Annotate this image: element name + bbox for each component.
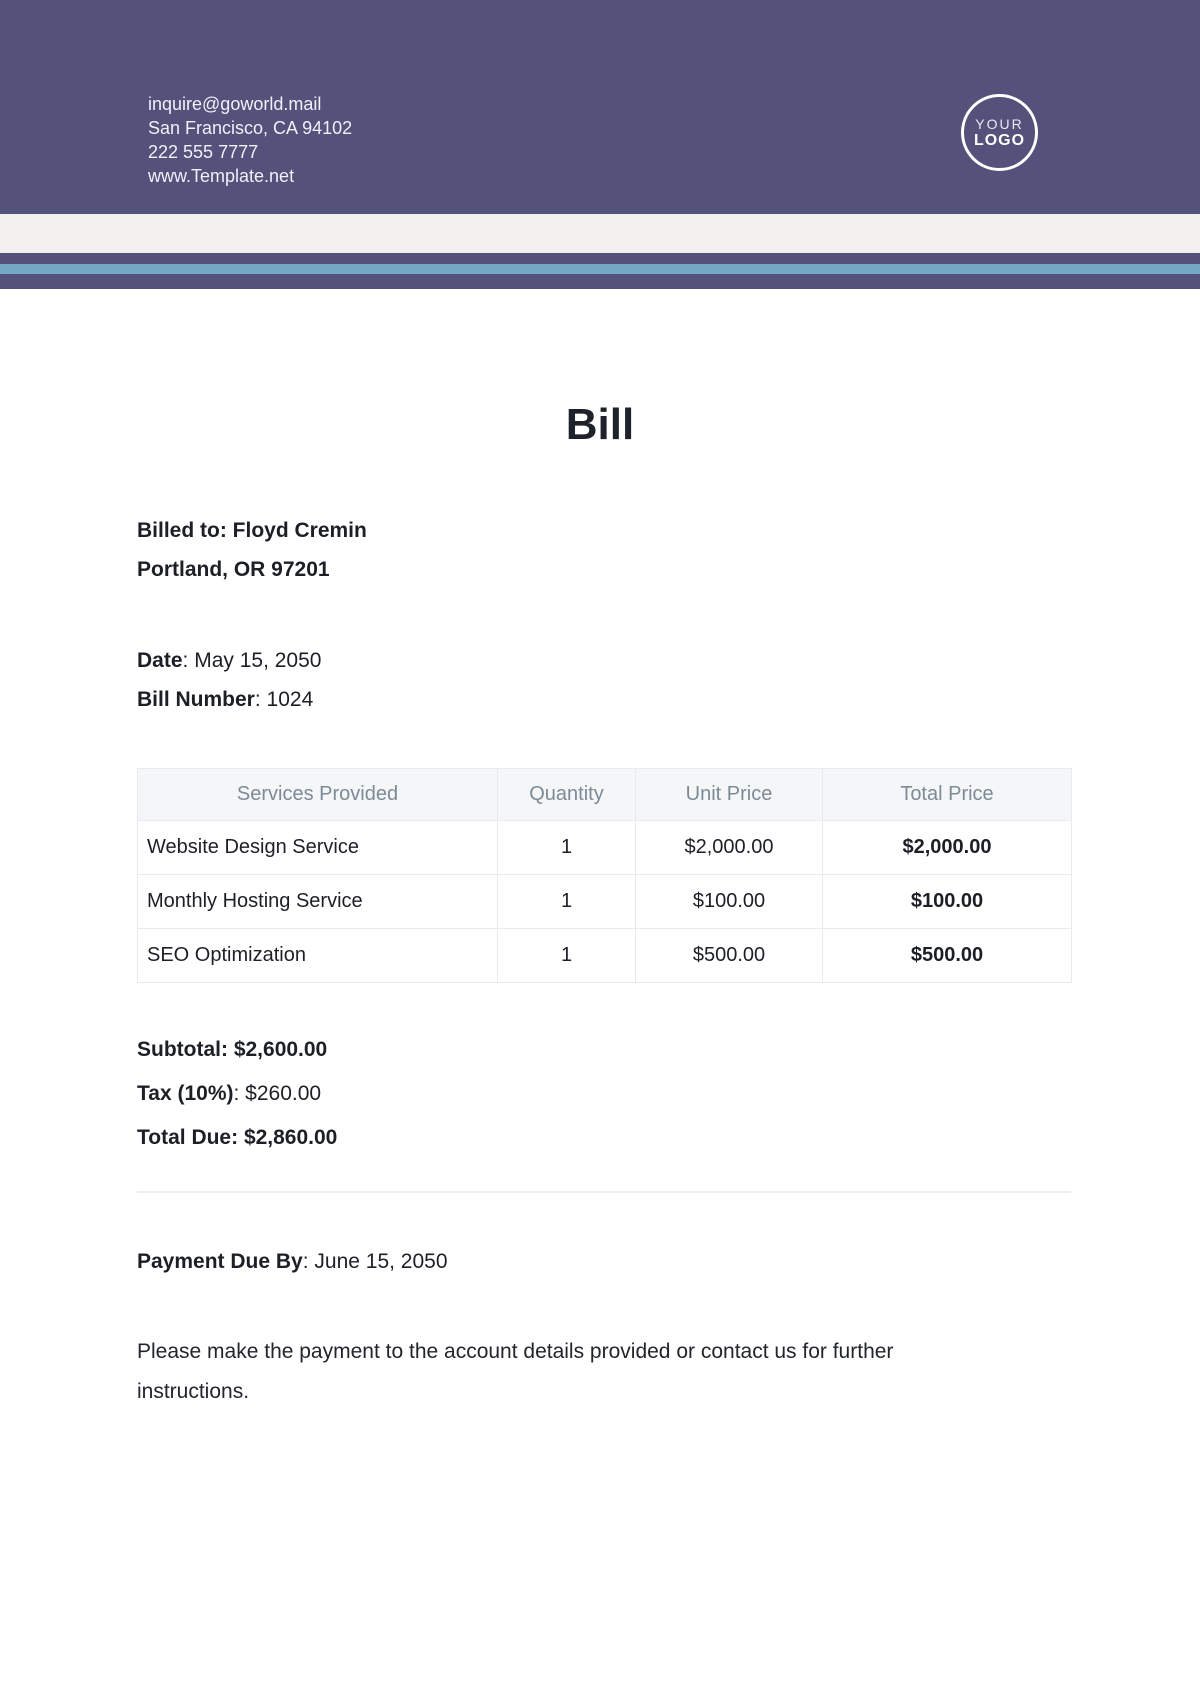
page-title: Bill	[565, 400, 635, 449]
column-header-services: Services Provided	[138, 769, 498, 821]
date-label: Date	[137, 649, 183, 672]
payment-note-line: instructions.	[137, 1380, 250, 1403]
date-line	[137, 641, 321, 680]
payment-note-line: Please make the payment to the account details provided or contact us for further	[137, 1340, 894, 1363]
service-cell: Monthly Hosting Service	[138, 875, 498, 929]
billed-to-line: Billed to: Floyd Cremin	[137, 519, 367, 542]
unit-price-cell: $2,000.00	[636, 821, 823, 875]
unit-price-cell: $100.00	[636, 875, 823, 929]
cream-band	[0, 214, 1200, 253]
logo-text-logo: LOGO	[973, 131, 1026, 149]
blue-stripe	[0, 264, 1200, 274]
table-row	[138, 875, 1072, 929]
column-header-total-price: Total Price	[823, 769, 1072, 821]
section-divider	[137, 1191, 1071, 1193]
colon-separator: :	[233, 1082, 246, 1105]
colon-separator: :	[302, 1250, 315, 1273]
contact-address: San Francisco, CA 94102	[148, 118, 353, 138]
colon-separator: :	[182, 649, 195, 672]
service-cell: SEO Optimization	[138, 929, 498, 983]
logo-text-your: YOUR	[975, 115, 1024, 132]
colon-separator: :	[254, 688, 267, 711]
quantity-cell: 1	[498, 821, 636, 875]
service-cell: Website Design Service	[138, 821, 498, 875]
tax-value: $260.00	[245, 1082, 322, 1105]
tax-line	[137, 1072, 337, 1116]
services-table	[137, 768, 1072, 983]
table-row	[138, 821, 1072, 875]
totals-block	[137, 1028, 337, 1160]
column-header-unit-price: Unit Price	[636, 769, 823, 821]
subtotal-line: Subtotal: $2,600.00	[137, 1038, 328, 1061]
date-value: May 15, 2050	[194, 649, 322, 672]
total-due-line: Total Due: $2,860.00	[137, 1126, 338, 1149]
company-logo	[961, 94, 1038, 171]
bill-number-value: 1024	[266, 688, 314, 711]
table-row	[138, 929, 1072, 983]
purple-stripe-bottom	[0, 274, 1200, 289]
payment-due-line	[137, 1249, 448, 1275]
total-price-cell: $100.00	[823, 875, 1072, 929]
total-price-cell: $2,000.00	[823, 821, 1072, 875]
quantity-cell: 1	[498, 875, 636, 929]
contact-website: www.Template.net	[148, 166, 295, 186]
column-header-quantity: Quantity	[498, 769, 636, 821]
bill-number-label: Bill Number	[137, 688, 255, 711]
billed-to-address: Portland, OR 97201	[137, 558, 330, 581]
payment-note	[137, 1332, 893, 1412]
unit-price-cell: $500.00	[636, 929, 823, 983]
bill-number-line	[137, 680, 321, 719]
contact-phone: 222 555 7777	[148, 142, 259, 162]
purple-stripe-top	[0, 253, 1200, 264]
contact-email: inquire@goworld.mail	[148, 94, 322, 114]
bill-meta-block	[137, 641, 321, 719]
total-price-cell: $500.00	[823, 929, 1072, 983]
payment-due-value: June 15, 2050	[314, 1250, 448, 1273]
payment-due-label: Payment Due By	[137, 1250, 303, 1273]
header-band	[0, 0, 1200, 214]
tax-label: Tax (10%)	[137, 1082, 234, 1105]
quantity-cell: 1	[498, 929, 636, 983]
contact-block	[148, 92, 352, 188]
table-header-row	[138, 769, 1072, 821]
billed-to-block	[137, 511, 367, 589]
